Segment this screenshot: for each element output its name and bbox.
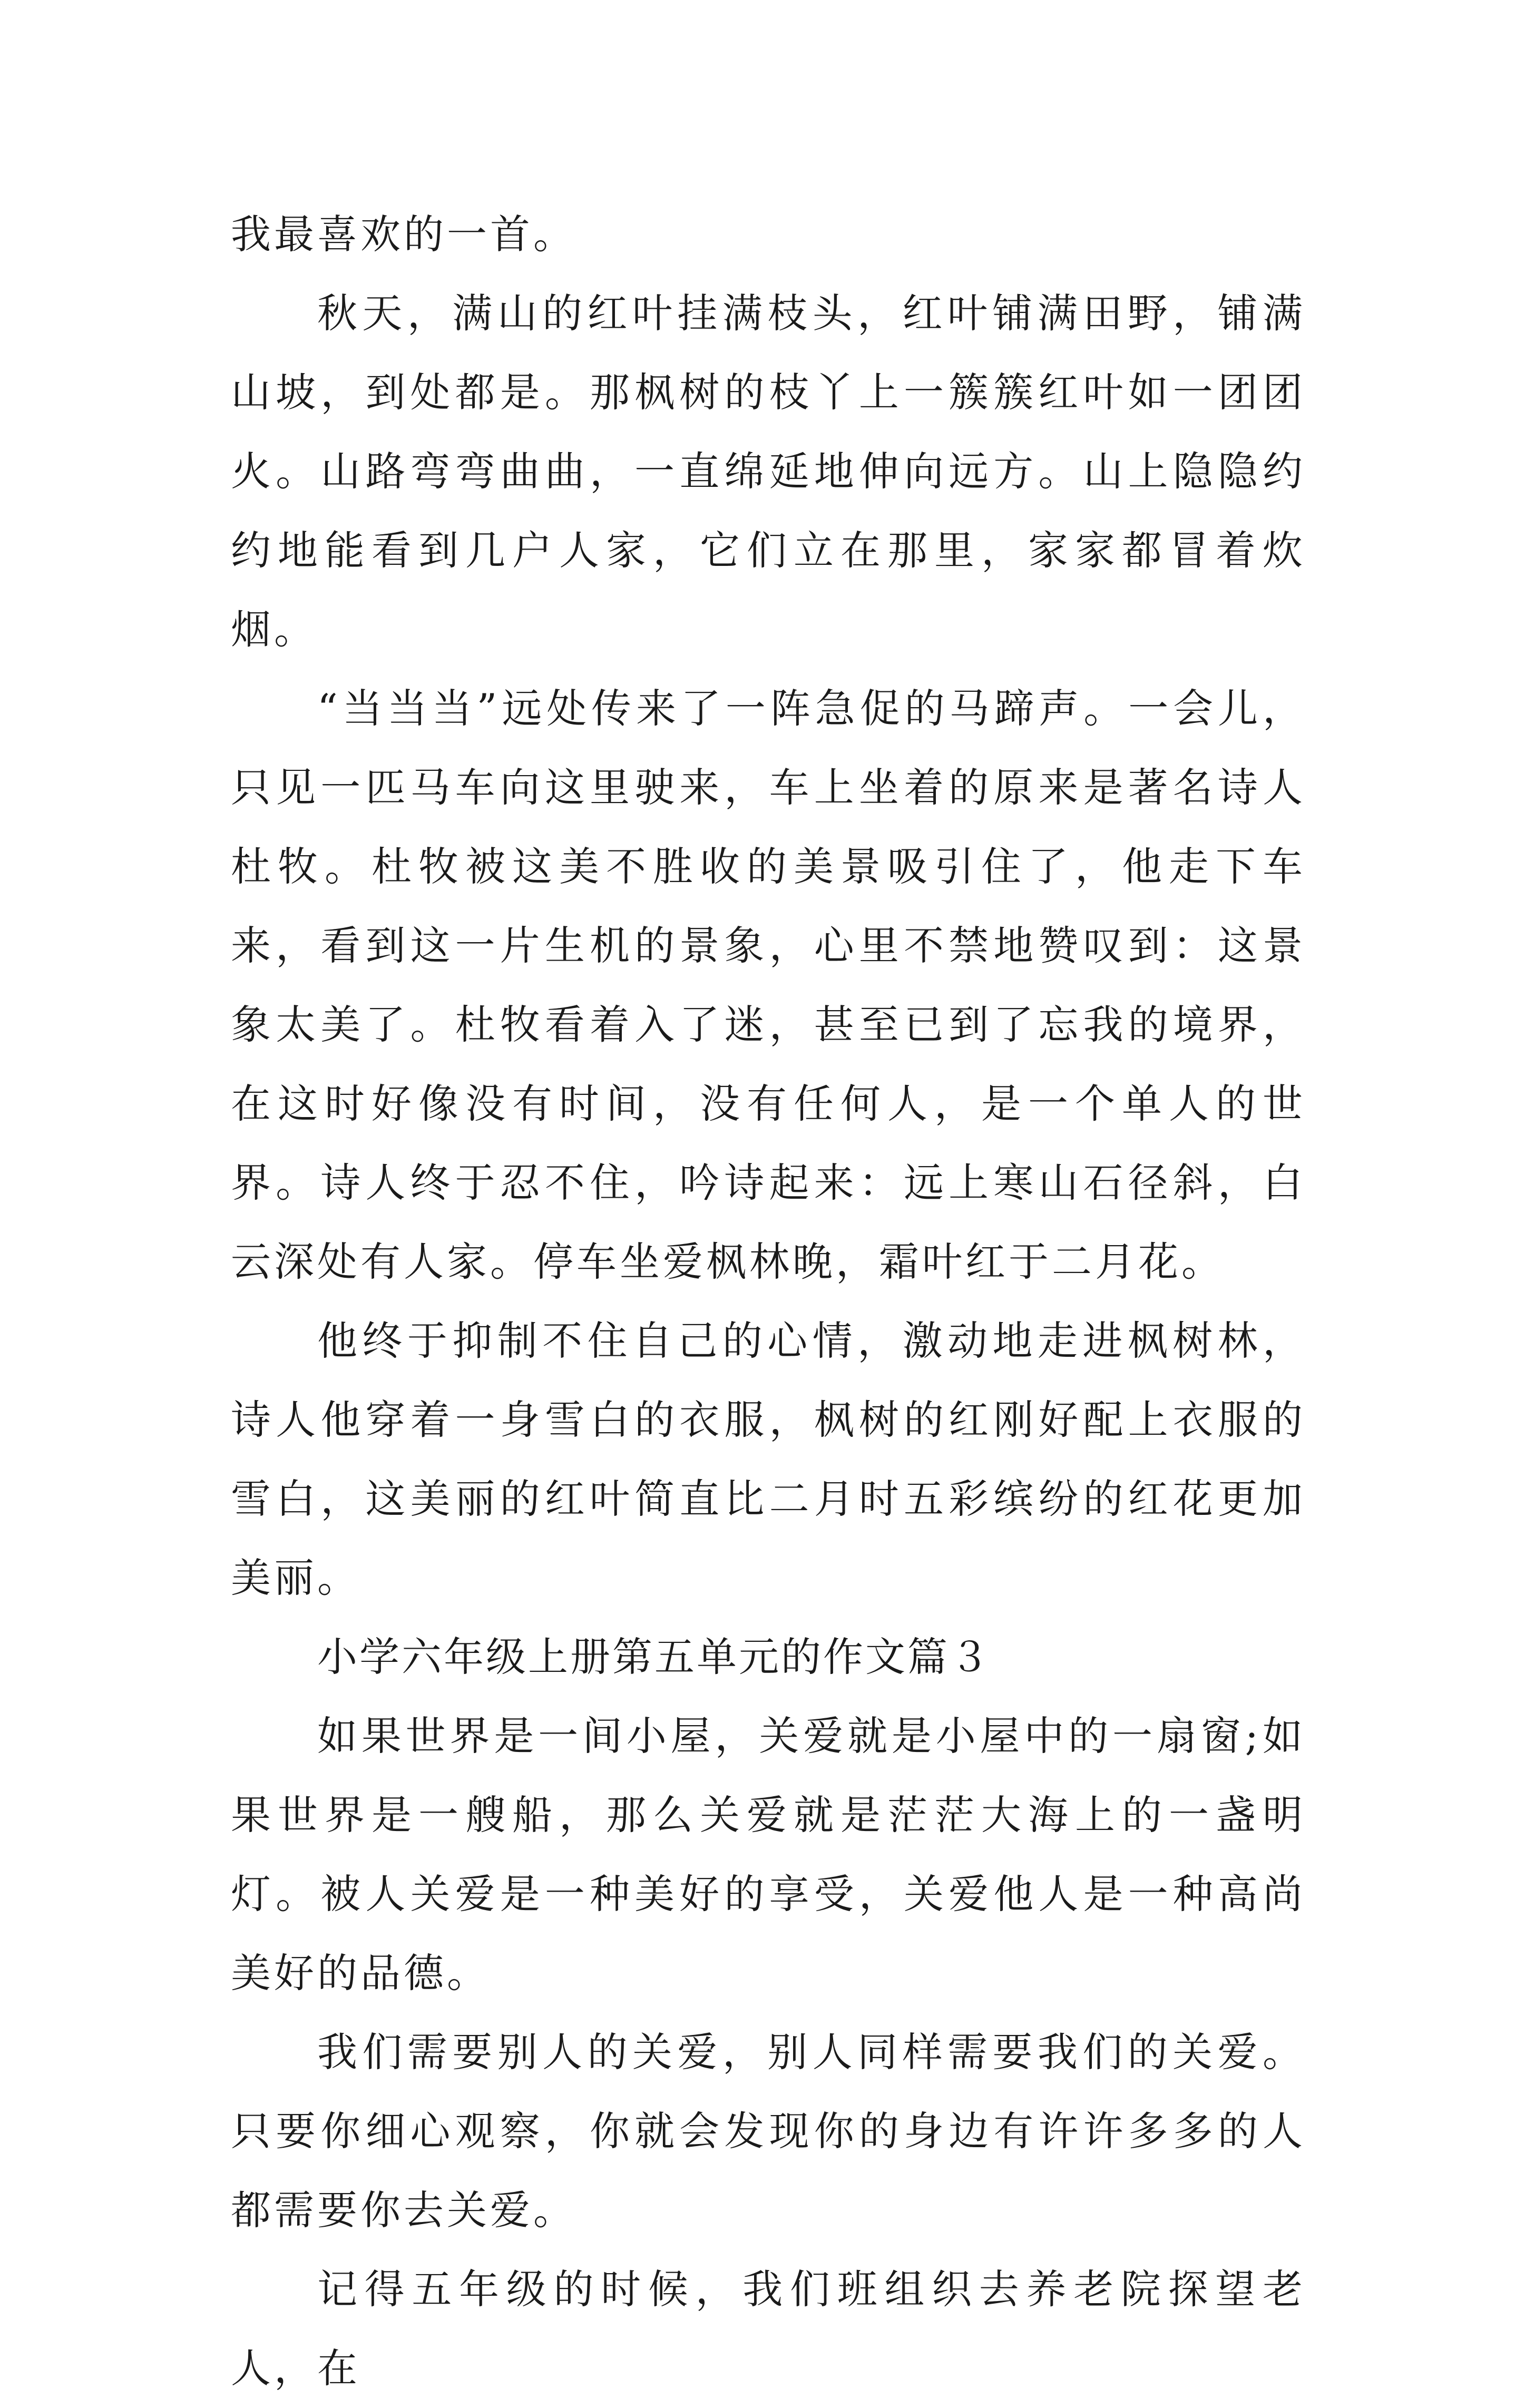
section-heading: 小学六年级上册第五单元的作文篇３ [317,1633,992,1680]
paragraph-autumn-scene: 秋天，满山的红叶挂满枝头，红叶铺满田野，铺满山坡，到处都是。那枫树的枝丫上一簇簇红叶如一团团火。山路弯弯曲曲，一直绵延地伸向远方。山上隐隐约约地能看到几户人家，它们立在那里，家家都冒着炊烟。 [231,290,1306,653]
paragraph-poet-walks: 他终于抑制不住自己的心情，激动地走进枫树林，诗人他穿着一身雪白的衣服，枫树的红刚好配上衣服的雪白，这美丽的红叶简直比二月时五彩缤纷的红花更加美丽。 [231,1317,1306,1601]
document-body [231,195,1306,2408]
paragraph-care-metaphor: 如果世界是一间小屋，关爱就是小屋中的一扇窗;如果世界是一艘船，那么关爱就是茫茫大海上的一盏明灯。被人关爱是一种美好的享受，关爱他人是一种高尚美好的品德。 [231,1712,1306,1996]
paragraph-continuation: 我最喜欢的一首。 [231,211,576,258]
paragraph-need-care: 我们需要别人的关爱，别人同样需要我们的关爱。只要你细心观察，你就会发现你的身边有许许多多的人都需要你去关爱。 [231,2029,1306,2234]
paragraph-du-mu-arrival: “当当当”远处传来了一阵急促的马蹄声。一会儿，只见一匹马车向这里驶来，车上坐着的原来是著名诗人杜牧。杜牧被这美不胜收的美景吸引住了，他走下车来，看到这一片生机的景象，心里不禁地赞叹到：这景象太美了。杜牧看着入了迷，甚至已到了忘我的境界，在这时好像没有时间，没有任何人，是一个单人的世界。诗人终于忍不住，吟诗起来：远上寒山石径斜，白云深处有人家。停车坐爱枫林晚，霜叶红于二月花。 [231,685,1306,1285]
paragraph-nursing-home: 记得五年级的时候，我们班组织去养老院探望老人，在 [231,2266,1306,2392]
